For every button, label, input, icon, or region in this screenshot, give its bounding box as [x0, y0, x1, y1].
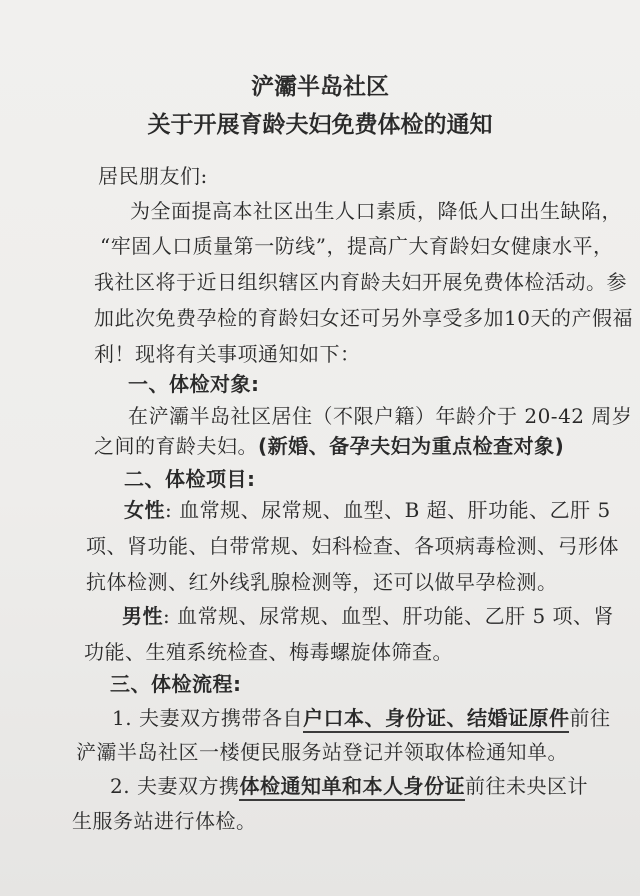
intro-line: 我社区将于近日组织辖区内育龄夫妇开展免费体检活动。参: [94, 270, 627, 294]
section3-heading: 三、体检流程:: [110, 672, 242, 696]
step1-required-documents: 户口本、身份证、结婚证原件: [303, 706, 570, 733]
step1-prefix: 1. 夫妻双方携带各自: [112, 706, 303, 730]
male-items-line: 功能、生殖系统检查、梅毒螺旋体筛查。: [84, 640, 453, 664]
intro-line: “牢固人口质量第一防线”，提高广大育龄妇女健康水平，: [100, 234, 614, 258]
step2-required-documents: 体检通知单和本人身份证: [239, 774, 465, 801]
notice-title-subject: 关于开展育龄夫妇免费体检的通知: [147, 112, 493, 138]
intro-line: 为全面提高本社区出生人口素质，降低人口出生缺陷，: [130, 199, 622, 223]
salutation: 居民朋友们:: [98, 164, 208, 188]
process-step-1-cont: 浐灞半岛社区一楼便民服务站登记并领取体检通知单。: [76, 740, 568, 764]
male-items-text: : 血常规、尿常规、血型、肝功能、乙肝 5 项、肾: [163, 604, 615, 628]
section1-heading: 一、体检对象:: [128, 372, 260, 396]
step2-suffix: 前往未央区计: [464, 774, 588, 798]
section2-heading: 二、体检项目:: [124, 467, 256, 491]
process-step-2: [110, 772, 588, 800]
section1-text: 在浐灞半岛社区居住（不限户籍）年龄介于 20-42 周岁: [128, 404, 633, 428]
female-items-line: 项、肾功能、白带常规、妇科检查、各项病毒检测、弓形体: [86, 534, 619, 558]
female-items-line: [124, 496, 611, 524]
step2-prefix: 2. 夫妻双方携: [110, 774, 240, 798]
male-label: 男性: [122, 604, 163, 628]
notice-title-community: 浐灞半岛社区: [251, 74, 389, 100]
process-step-2-cont: 生服务站进行体检。: [72, 809, 257, 833]
intro-line: 加此次免费孕检的育龄妇女还可另外享受多加10天的产假福: [94, 306, 633, 330]
process-step-1: [112, 704, 610, 732]
female-label: 女性: [124, 498, 165, 522]
female-items-text: : 血常规、尿常规、血型、B 超、肝功能、乙肝 5: [165, 498, 611, 522]
section1-text-emphasis: (新婚、备孕夫妇为重点检查对象): [258, 434, 565, 458]
male-items-line: [122, 602, 614, 630]
intro-line: 利！现将有关事项通知如下：: [94, 342, 361, 366]
step1-suffix: 前往: [569, 706, 611, 730]
female-items-line: 抗体检测、红外线乳腺检测等，还可以做早孕检测。: [86, 570, 558, 594]
section1-text-plain: 之间的育龄夫妇。: [94, 434, 258, 458]
section1-text: [94, 432, 564, 460]
